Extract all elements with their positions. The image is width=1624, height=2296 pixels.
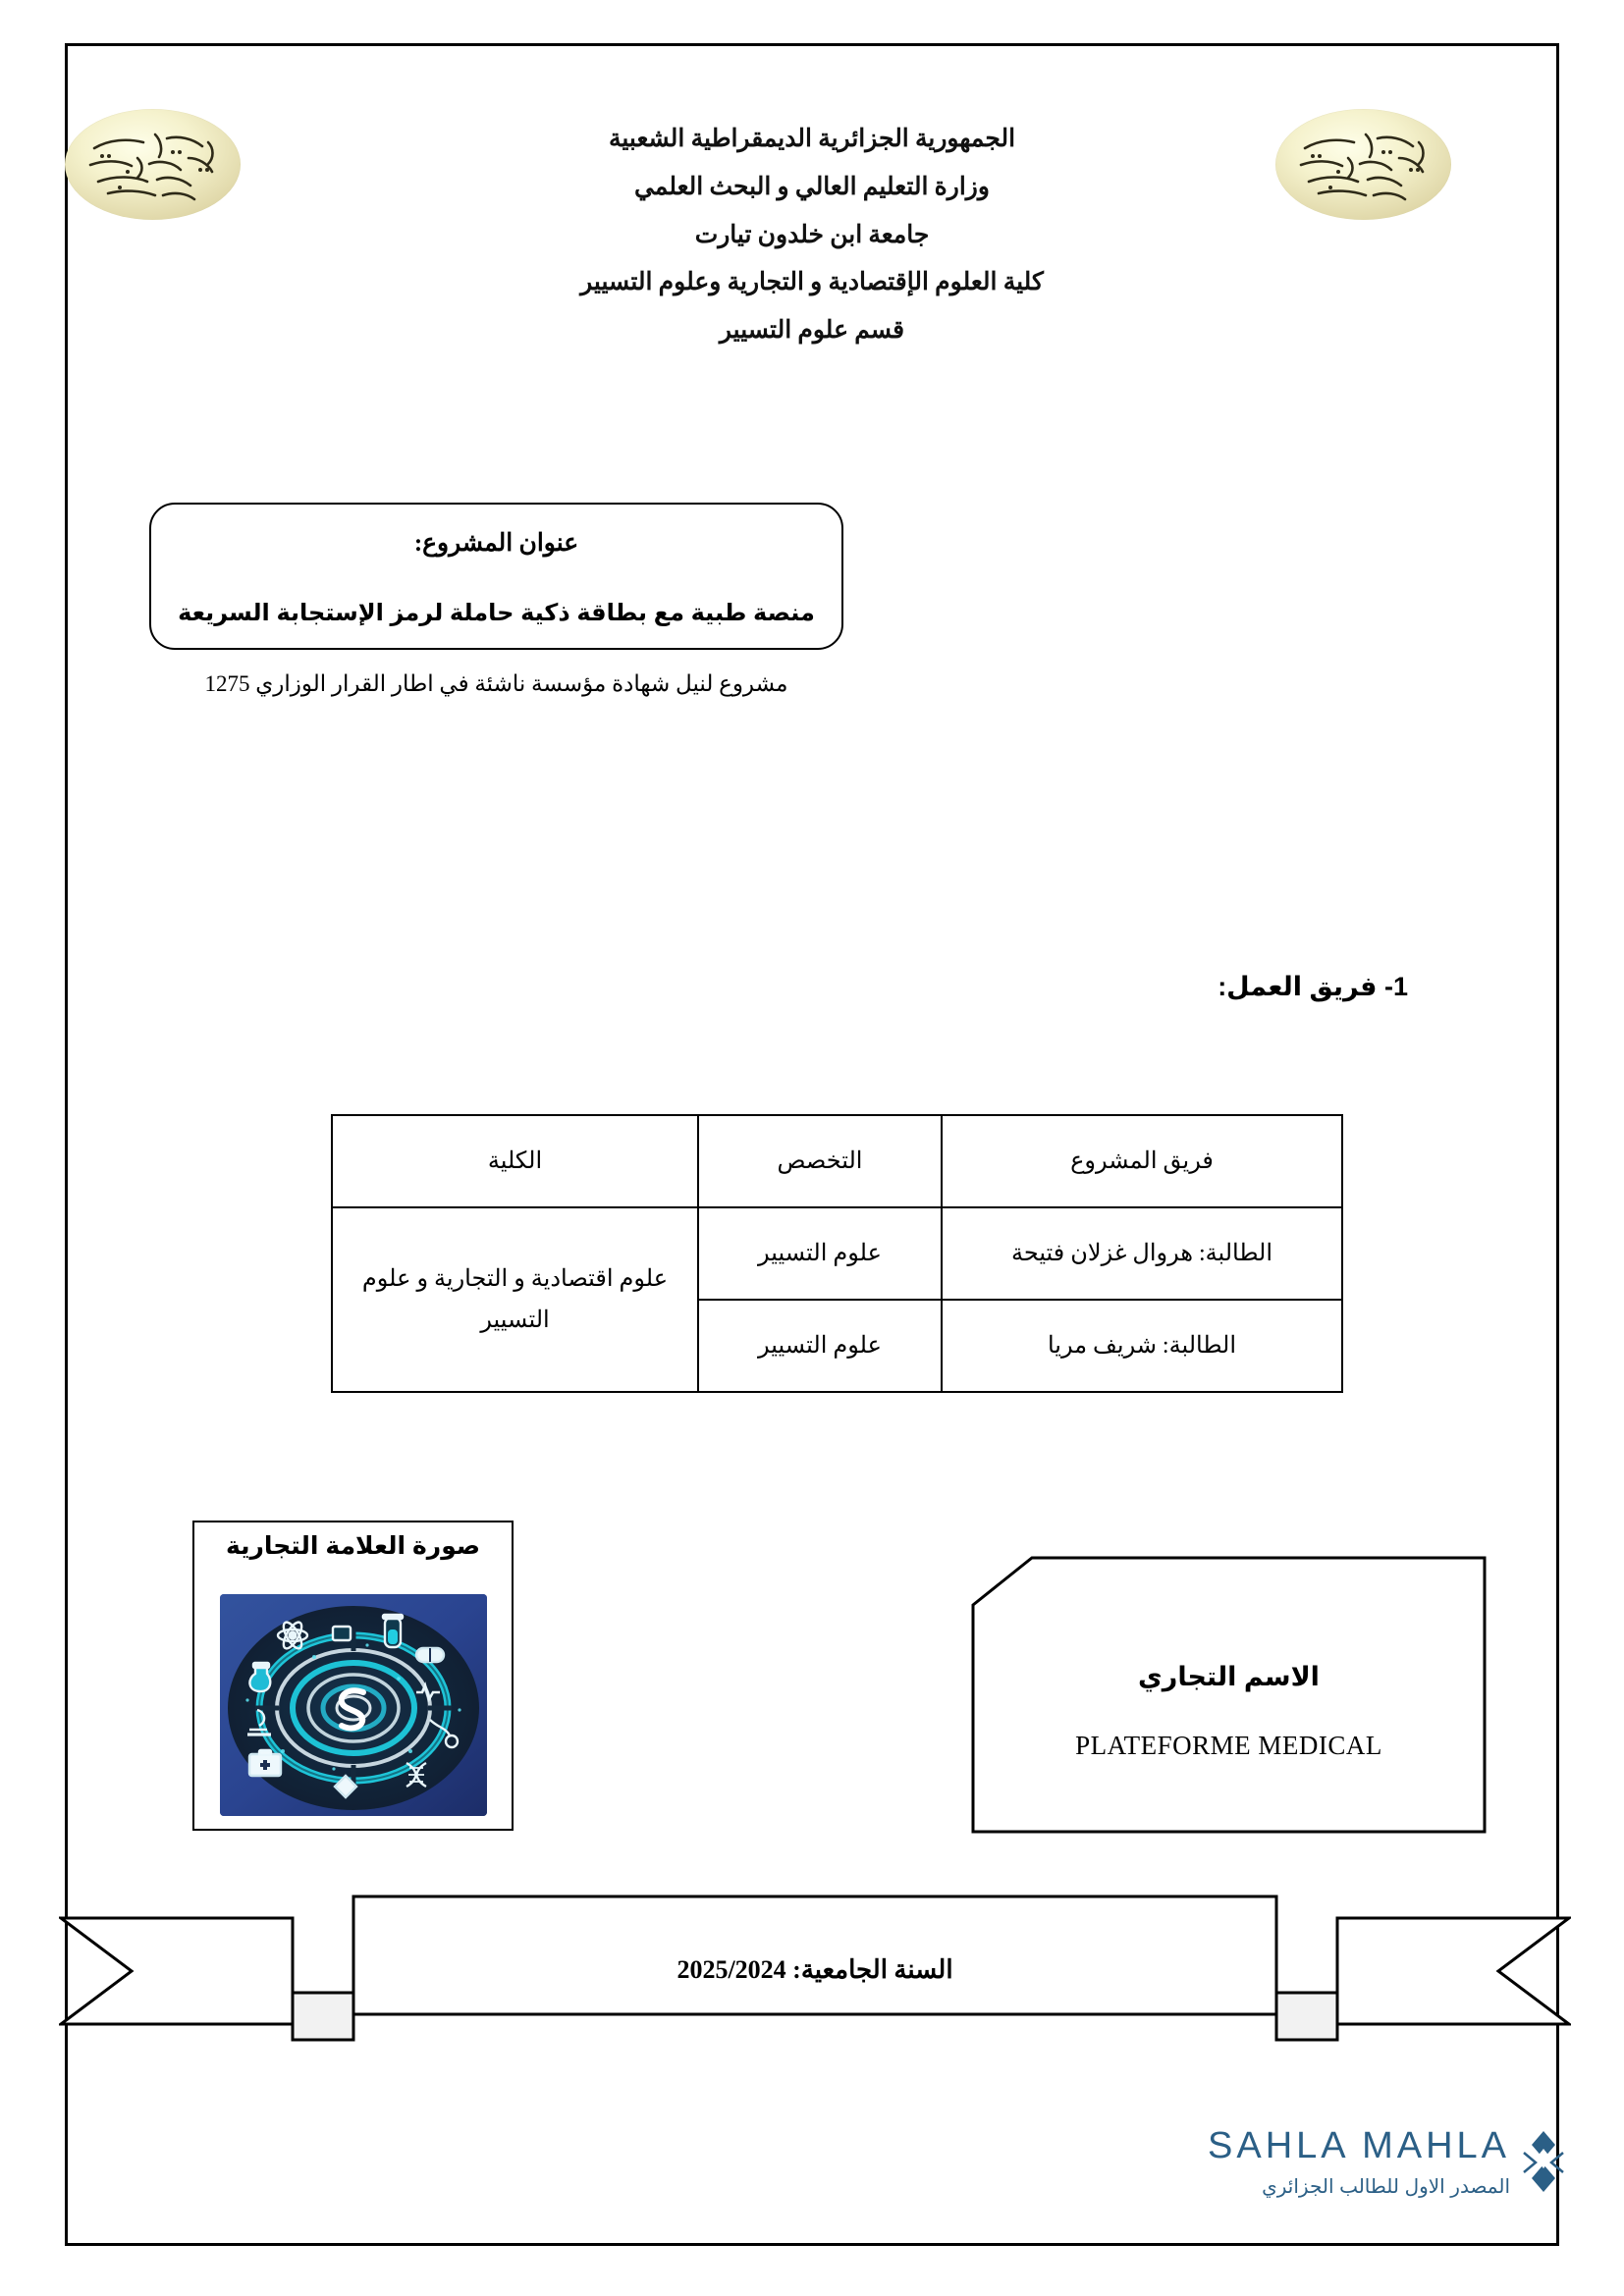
- commercial-name-label: الاسم التجاري: [1138, 1662, 1320, 1691]
- header-line-department: قسم علوم التسيير: [719, 317, 905, 344]
- header-line-ministry: وزارة التعليم العالي و البحث العلمي: [634, 173, 990, 200]
- brand-image-caption: صورة العلامة التجارية: [225, 1532, 481, 1560]
- commercial-name-value: PLATEFORME MEDICAL: [1075, 1731, 1382, 1760]
- academic-year-text: السنة الجامعية: 2025/2024: [677, 1955, 953, 1984]
- header-line-university: جامعة ابن خلدون تيارت: [694, 221, 930, 248]
- brand-logo-image: [220, 1594, 487, 1816]
- table-header-team: فريق المشروع: [942, 1115, 1342, 1207]
- watermark-subtitle: المصدر الاول للطالب الجزائري: [1262, 2176, 1510, 2198]
- table-cell-team-2: الطالبة: شريف مريا: [942, 1300, 1342, 1392]
- watermark: [1110, 2125, 1571, 2233]
- project-title-text: منصة طبية مع بطاقة ذكية حاملة لرمز الإستجابة السريعة: [178, 600, 815, 626]
- table-cell-specialty-2: علوم التسيير: [698, 1300, 942, 1392]
- commercial-name-box: [971, 1556, 1487, 1834]
- watermark-title: SAHLA MAHLA: [1208, 2125, 1510, 2166]
- team-section-heading: 1- فريق العمل:: [1218, 972, 1408, 1001]
- table-header-row: [332, 1115, 1342, 1207]
- academic-year-ribbon: [59, 1895, 1571, 2052]
- project-title-label: عنوان المشروع:: [413, 530, 579, 557]
- watermark-logo-icon: [1516, 2127, 1571, 2198]
- table-cell-specialty-1: علوم التسيير: [698, 1207, 942, 1300]
- table-header-specialty: التخصص: [698, 1115, 942, 1207]
- table-cell-team-1: الطالبة: هروال غزلان فتيحة: [942, 1207, 1342, 1300]
- header-line-republic: الجمهورية الجزائرية الديمقراطية الشعبية: [608, 126, 1016, 152]
- table-header-faculty: الكلية: [332, 1115, 698, 1207]
- team-table: [331, 1114, 1343, 1393]
- table-cell-faculty: علوم اقتصادية و التجارية و علوم التسيير: [332, 1207, 698, 1392]
- project-title-content: [149, 503, 843, 696]
- header-line-faculty: كلية العلوم الإقتصادية و التجارية وعلوم التسيير: [580, 269, 1044, 296]
- table-row: [332, 1207, 1342, 1300]
- document-header: [0, 116, 1624, 355]
- project-subtitle-text: مشروع لنيل شهادة مؤسسة ناشئة في اطار القرار الوزاري 1275: [204, 671, 788, 696]
